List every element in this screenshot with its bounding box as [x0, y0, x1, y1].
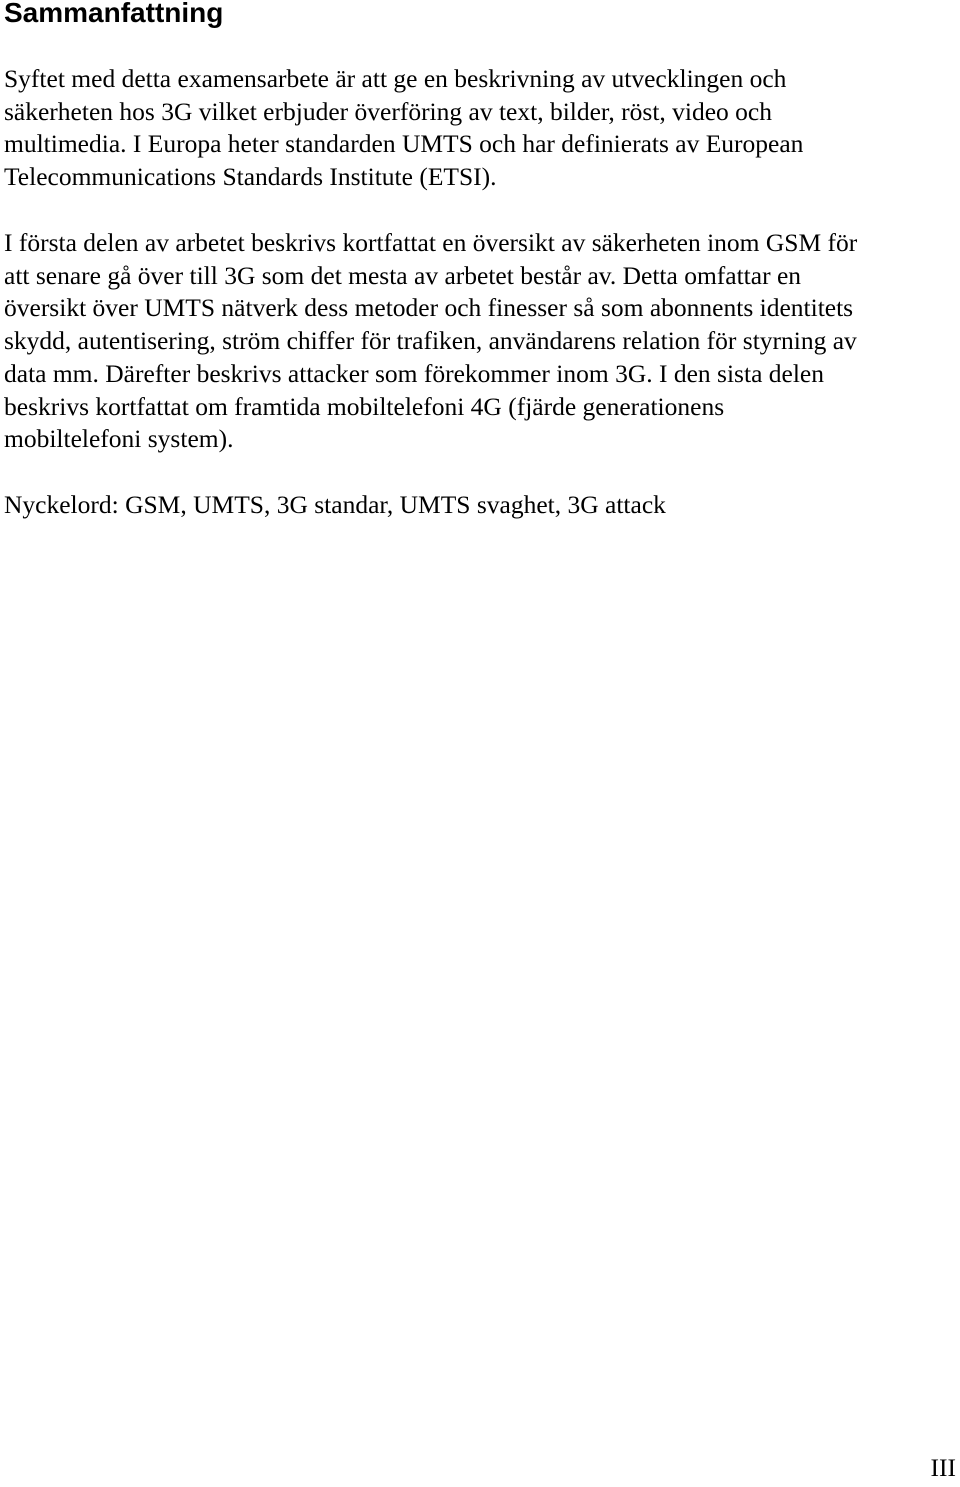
- paragraph-line: översikt över UMTS nätverk dess metoder och finesser så som abonnents identitets: [4, 293, 854, 323]
- paragraph-line: skydd, autentisering, ström chiffer för trafiken, användarens relation för styrning av: [4, 326, 857, 356]
- paragraph-line: säkerheten hos 3G vilket erbjuder överföring av text, bilder, röst, video och: [4, 96, 773, 126]
- paragraph-line: mobiltelefoni system).: [4, 424, 234, 454]
- paragraph-line: multimedia. I Europa heter standarden UMTS och har definierats av European: [4, 129, 804, 159]
- paragraph-line: beskrivs kortfattat om framtida mobiltelefoni 4G (fjärde generationens: [4, 391, 725, 421]
- keywords-line: Nyckelord: GSM, UMTS, 3G standar, UMTS svaghet, 3G attack: [4, 490, 666, 519]
- abstract-paragraph-1: [4, 63, 803, 194]
- paragraph-line: Syftet med detta examensarbete är att ge en beskrivning av utvecklingen och: [4, 64, 787, 93]
- page-number: III: [930, 1453, 956, 1482]
- section-heading: Sammanfattning: [4, 0, 224, 28]
- paragraph-line: data mm. Därefter beskrivs attacker som förekommer inom 3G. I den sista delen: [4, 358, 824, 388]
- paragraph-line: Telecommunications Standards Institute (ETSI).: [4, 162, 497, 192]
- abstract-paragraph-2: [4, 227, 857, 456]
- paragraph-line: I första delen av arbetet beskrivs kortfattat en översikt av säkerheten inom GSM för: [4, 228, 858, 257]
- paragraph-line: att senare gå över till 3G som det mesta av arbetet består av. Detta omfattar en: [4, 260, 802, 290]
